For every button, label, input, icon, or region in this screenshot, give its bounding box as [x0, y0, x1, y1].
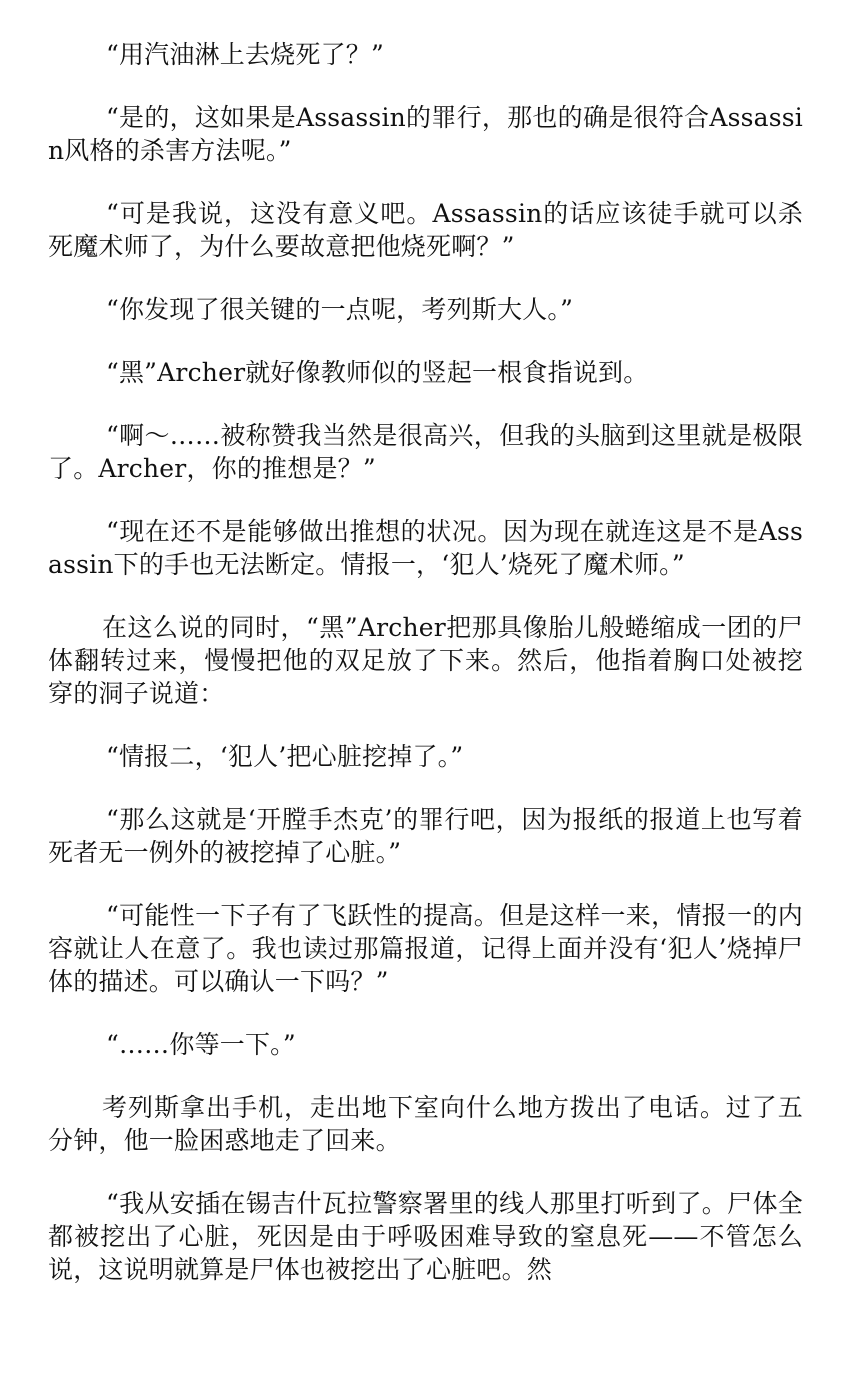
paragraph-8: 在这么说的同时，“黑”Archer把那具像胎儿般蜷缩成一团的尸体翻转过来，慢慢把他的双足放了下来。然后，他指着胸口处被挖穿的洞子说道：	[48, 613, 803, 708]
paragraph-11: “可能性一下子有了飞跃性的提高。但是这样一来，情报一的内容就让人在意了。我也读过那篇报道，记得上面并没有‘犯人’烧掉尸体的描述。可以确认一下吗？”	[48, 901, 803, 996]
paragraph-10: “那么这就是‘开膛手杰克’的罪行吧，因为报纸的报道上也写着死者无一例外的被挖掉了心脏。”	[48, 805, 803, 867]
paragraph-1: “用汽油淋上去烧死了？”	[106, 40, 384, 69]
paragraph-12: “……你等一下。”	[106, 1030, 296, 1059]
paragraph-6: “啊～……被称赞我当然是很高兴，但我的头脑到这里就是极限了。Archer，你的推想是？”	[48, 421, 803, 483]
paragraph-3: “可是我说，这没有意义吧。Assassin的话应该徒手就可以杀死魔术师了，为什么要故意把他烧死啊？”	[48, 199, 803, 261]
paragraph-7: “现在还不是能够做出推想的状况。因为现在就连这是不是Assassin下的手也无法断定。情报一，‘犯人’烧死了魔术师。”	[48, 517, 803, 579]
paragraph-2: “是的，这如果是Assassin的罪行，那也的确是很符合Assassin风格的杀害方法呢。”	[48, 103, 803, 165]
paragraph-5: “黑”Archer就好像教师似的竖起一根食指说到。	[106, 358, 649, 387]
paragraph-4: “你发现了很关键的一点呢，考列斯大人。”	[106, 295, 574, 324]
paragraph-14: “我从安插在锡吉什瓦拉警察署里的线人那里打听到了。尸体全都被挖出了心脏，死因是由于呼吸困难导致的窒息死——不管怎么说，这说明就算是尸体也被挖出了心脏吧。然	[48, 1189, 803, 1284]
paragraph-13: 考列斯拿出手机，走出地下室向什么地方拨出了电话。过了五分钟，他一脸困惑地走了回来。	[48, 1093, 803, 1155]
document-page	[48, 38, 803, 1286]
paragraph-9: “情报二，‘犯人’把心脏挖掉了。”	[106, 742, 464, 771]
